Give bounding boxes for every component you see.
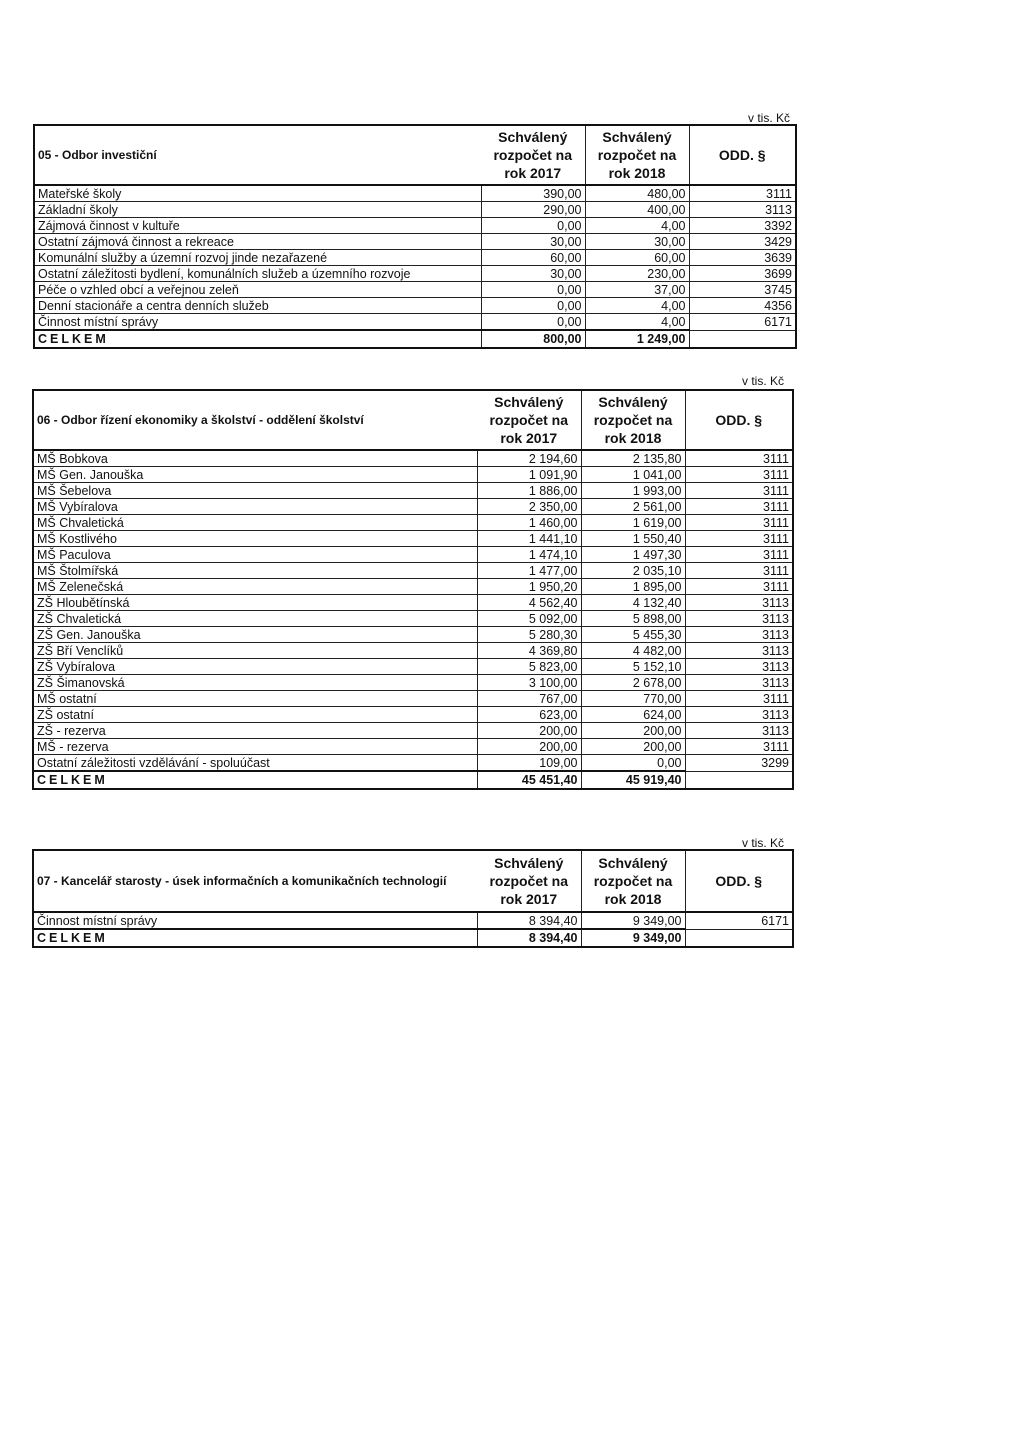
table-row — [33, 515, 793, 531]
row-label: MŠ Paculova — [33, 547, 477, 563]
value-2017: 5 092,00 — [477, 611, 581, 627]
odd-code: 3111 — [685, 547, 793, 563]
value-2017: 0,00 — [481, 218, 585, 234]
value-2018: 0,00 — [581, 755, 685, 772]
row-label: Komunální služby a územní rozvoj jinde nezařazené — [34, 250, 481, 266]
row-label: Činnost místní správy — [34, 314, 481, 331]
value-2017: 0,00 — [481, 282, 585, 298]
value-2017: 1 091,90 — [477, 467, 581, 483]
row-label: Péče o vzhled obcí a veřejnou zeleň — [34, 282, 481, 298]
value-2017: 30,00 — [481, 266, 585, 282]
value-2018: 200,00 — [581, 739, 685, 755]
row-label: ZŠ - rezerva — [33, 723, 477, 739]
odd-code: 3113 — [685, 675, 793, 691]
table-row — [33, 691, 793, 707]
table-row — [34, 234, 796, 250]
value-2017: 1 950,20 — [477, 579, 581, 595]
odd-code: 3111 — [689, 185, 796, 202]
value-2018: 4 132,40 — [581, 595, 685, 611]
header-2018: Schválený rozpočet na rok 2018 — [585, 125, 689, 185]
row-label: MŠ - rezerva — [33, 739, 477, 755]
value-2018: 624,00 — [581, 707, 685, 723]
value-2017: 200,00 — [477, 723, 581, 739]
total-code-empty — [685, 771, 793, 789]
value-2018: 5 152,10 — [581, 659, 685, 675]
table-row — [33, 755, 793, 772]
row-label: Ostatní záležitosti vzdělávání - spoluúčast — [33, 755, 477, 772]
total-2017: 800,00 — [481, 330, 585, 348]
value-2017: 2 194,60 — [477, 450, 581, 467]
row-label: ZŠ ostatní — [33, 707, 477, 723]
odd-code: 4356 — [689, 298, 796, 314]
odd-code: 3699 — [689, 266, 796, 282]
odd-code: 3299 — [685, 755, 793, 772]
row-label: ZŠ Chvaletická — [33, 611, 477, 627]
total-label: CELKEM — [34, 330, 481, 348]
total-2017: 45 451,40 — [477, 771, 581, 789]
row-label: MŠ Chvaletická — [33, 515, 477, 531]
value-2018: 2 678,00 — [581, 675, 685, 691]
section-title: 05 - Odbor investiční — [34, 125, 481, 185]
table-row — [34, 282, 796, 298]
odd-code: 3111 — [685, 483, 793, 499]
table-row — [34, 250, 796, 266]
table-row — [33, 659, 793, 675]
total-2017: 8 394,40 — [477, 929, 581, 947]
value-2017: 767,00 — [477, 691, 581, 707]
row-label: Ostatní záležitosti bydlení, komunálních služeb a územního rozvoje — [34, 266, 481, 282]
odd-code: 3111 — [685, 531, 793, 547]
table-row — [33, 611, 793, 627]
odd-code: 3111 — [685, 499, 793, 515]
header-2017: Schválený rozpočet na rok 2017 — [477, 390, 581, 450]
value-2018: 200,00 — [581, 723, 685, 739]
header-odd: ODD. § — [685, 850, 793, 912]
budget-table-05 — [33, 124, 797, 349]
section-title: 07 - Kancelář starosty - úsek informačních a komunikačních technologií — [33, 850, 477, 912]
value-2017: 1 886,00 — [477, 483, 581, 499]
value-2017: 0,00 — [481, 314, 585, 331]
table-row — [33, 547, 793, 563]
value-2018: 5 455,30 — [581, 627, 685, 643]
total-code-empty — [685, 929, 793, 947]
value-2017: 200,00 — [477, 739, 581, 755]
row-label: ZŠ Šimanovská — [33, 675, 477, 691]
row-label: MŠ Zelenečská — [33, 579, 477, 595]
odd-code: 3113 — [685, 627, 793, 643]
row-label: Ostatní zájmová činnost a rekreace — [34, 234, 481, 250]
odd-code: 3745 — [689, 282, 796, 298]
value-2018: 2 135,80 — [581, 450, 685, 467]
row-label: ZŠ Vybíralova — [33, 659, 477, 675]
value-2018: 1 993,00 — [581, 483, 685, 499]
budget-table-06 — [32, 389, 794, 790]
row-label: Základní školy — [34, 202, 481, 218]
value-2017: 390,00 — [481, 185, 585, 202]
value-2018: 4,00 — [585, 298, 689, 314]
table-row — [33, 563, 793, 579]
table-row — [33, 467, 793, 483]
header-odd: ODD. § — [685, 390, 793, 450]
row-label: ZŠ Hloubětínská — [33, 595, 477, 611]
value-2017: 109,00 — [477, 755, 581, 772]
header-2018: Schválený rozpočet na rok 2018 — [581, 390, 685, 450]
odd-code: 6171 — [689, 314, 796, 331]
value-2018: 5 898,00 — [581, 611, 685, 627]
table-row — [34, 266, 796, 282]
value-2018: 4,00 — [585, 218, 689, 234]
table-row — [34, 218, 796, 234]
total-label: CELKEM — [33, 929, 477, 947]
header-odd: ODD. § — [689, 125, 796, 185]
value-2018: 230,00 — [585, 266, 689, 282]
odd-code: 3113 — [685, 595, 793, 611]
odd-code: 3113 — [685, 659, 793, 675]
table-row — [33, 595, 793, 611]
value-2017: 5 280,30 — [477, 627, 581, 643]
odd-code: 3113 — [685, 611, 793, 627]
total-label: CELKEM — [33, 771, 477, 789]
value-2017: 1 441,10 — [477, 531, 581, 547]
table-row — [33, 723, 793, 739]
value-2018: 770,00 — [581, 691, 685, 707]
odd-code: 3392 — [689, 218, 796, 234]
odd-code: 3113 — [689, 202, 796, 218]
unit-label: v tis. Kč — [742, 836, 785, 850]
odd-code: 3111 — [685, 467, 793, 483]
header-2017: Schválený rozpočet na rok 2017 — [481, 125, 585, 185]
table-06-body — [33, 390, 793, 789]
table-row — [33, 675, 793, 691]
value-2017: 5 823,00 — [477, 659, 581, 675]
row-label: Denní stacionáře a centra denních služeb — [34, 298, 481, 314]
value-2018: 2 561,00 — [581, 499, 685, 515]
value-2017: 1 460,00 — [477, 515, 581, 531]
table-row — [33, 531, 793, 547]
odd-code: 6171 — [685, 912, 793, 929]
table-row — [33, 579, 793, 595]
value-2017: 0,00 — [481, 298, 585, 314]
odd-code: 3113 — [685, 643, 793, 659]
value-2018: 60,00 — [585, 250, 689, 266]
table-row — [33, 483, 793, 499]
value-2017: 60,00 — [481, 250, 585, 266]
value-2017: 623,00 — [477, 707, 581, 723]
table-row — [34, 202, 796, 218]
row-label: MŠ Gen. Janouška — [33, 467, 477, 483]
value-2017: 290,00 — [481, 202, 585, 218]
odd-code: 3111 — [685, 691, 793, 707]
value-2017: 4 562,40 — [477, 595, 581, 611]
total-code-empty — [689, 330, 796, 348]
table-row — [33, 450, 793, 467]
table-row — [33, 643, 793, 659]
value-2018: 480,00 — [585, 185, 689, 202]
value-2017: 8 394,40 — [477, 912, 581, 929]
total-row — [33, 929, 793, 947]
table-row — [33, 627, 793, 643]
unit-label: v tis. Kč — [748, 111, 791, 125]
value-2018: 4,00 — [585, 314, 689, 331]
value-2017: 30,00 — [481, 234, 585, 250]
value-2018: 400,00 — [585, 202, 689, 218]
table-row — [34, 185, 796, 202]
row-label: Mateřské školy — [34, 185, 481, 202]
section-title: 06 - Odbor řízení ekonomiky a školství - oddělení školství — [33, 390, 477, 450]
value-2017: 3 100,00 — [477, 675, 581, 691]
value-2018: 4 482,00 — [581, 643, 685, 659]
odd-code: 3111 — [685, 515, 793, 531]
value-2018: 37,00 — [585, 282, 689, 298]
odd-code: 3111 — [685, 579, 793, 595]
unit-label: v tis. Kč — [742, 374, 785, 388]
row-label: MŠ Bobkova — [33, 450, 477, 467]
value-2017: 1 477,00 — [477, 563, 581, 579]
value-2017: 4 369,80 — [477, 643, 581, 659]
value-2018: 9 349,00 — [581, 912, 685, 929]
value-2018: 1 895,00 — [581, 579, 685, 595]
table-row — [33, 707, 793, 723]
table-row — [33, 912, 793, 929]
value-2018: 2 035,10 — [581, 563, 685, 579]
row-label: MŠ Kostlivého — [33, 531, 477, 547]
odd-code: 3111 — [685, 739, 793, 755]
row-label: MŠ Šebelova — [33, 483, 477, 499]
odd-code: 3111 — [685, 563, 793, 579]
odd-code: 3639 — [689, 250, 796, 266]
row-label: MŠ ostatní — [33, 691, 477, 707]
table-row — [34, 314, 796, 331]
header-2018: Schválený rozpočet na rok 2018 — [581, 850, 685, 912]
value-2018: 1 619,00 — [581, 515, 685, 531]
value-2018: 1 550,40 — [581, 531, 685, 547]
odd-code: 3429 — [689, 234, 796, 250]
value-2018: 1 041,00 — [581, 467, 685, 483]
table-row — [34, 298, 796, 314]
odd-code: 3111 — [685, 450, 793, 467]
total-row — [33, 771, 793, 789]
value-2017: 1 474,10 — [477, 547, 581, 563]
total-2018: 9 349,00 — [581, 929, 685, 947]
row-label: Činnost místní správy — [33, 912, 477, 929]
value-2017: 2 350,00 — [477, 499, 581, 515]
table-05-body — [34, 125, 796, 348]
row-label: ZŠ Gen. Janouška — [33, 627, 477, 643]
value-2018: 30,00 — [585, 234, 689, 250]
odd-code: 3113 — [685, 707, 793, 723]
table-row — [33, 499, 793, 515]
total-2018: 1 249,00 — [585, 330, 689, 348]
total-2018: 45 919,40 — [581, 771, 685, 789]
table-row — [33, 739, 793, 755]
header-2017: Schválený rozpočet na rok 2017 — [477, 850, 581, 912]
odd-code: 3113 — [685, 723, 793, 739]
table-07-body — [33, 850, 793, 947]
value-2018: 1 497,30 — [581, 547, 685, 563]
row-label: ZŠ Bří Venclíků — [33, 643, 477, 659]
row-label: Zájmová činnost v kultuře — [34, 218, 481, 234]
row-label: MŠ Štolmířská — [33, 563, 477, 579]
row-label: MŠ Vybíralova — [33, 499, 477, 515]
total-row — [34, 330, 796, 348]
budget-table-07 — [32, 849, 794, 948]
